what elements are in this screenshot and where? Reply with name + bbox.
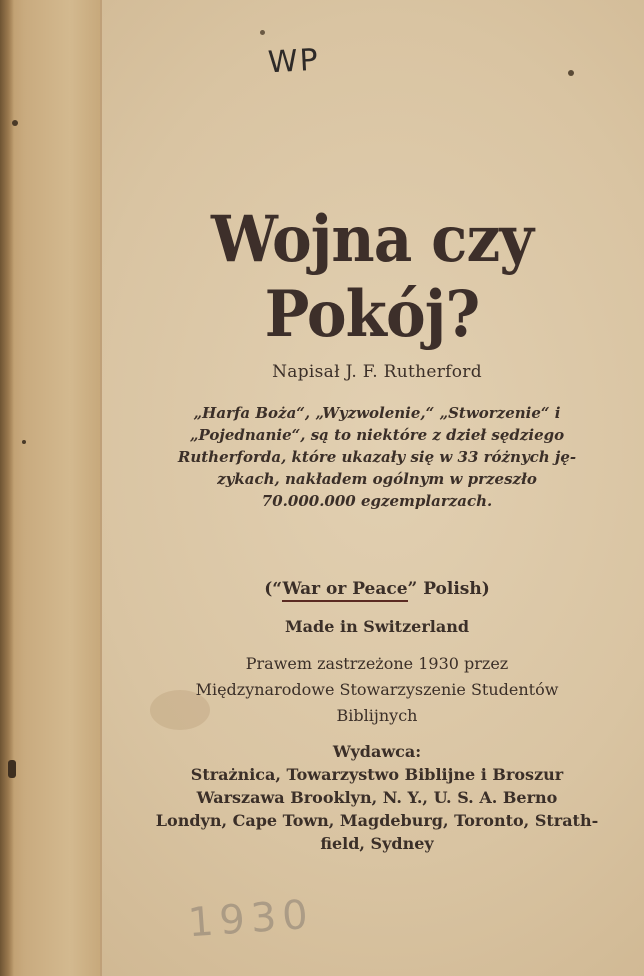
ink-spot xyxy=(568,70,574,76)
edition-open: (“ xyxy=(264,579,283,599)
spine-edge-shadow xyxy=(0,0,14,976)
author-line: Napisał J. F. Rutherford xyxy=(272,362,482,382)
pencil-note: 1930 xyxy=(186,891,316,947)
ink-spot xyxy=(260,30,265,35)
made-in-line: Made in Switzerland xyxy=(284,617,470,636)
publisher-line: Warszawa Brooklyn, N. Y., U. S. A. Berno xyxy=(196,788,558,807)
publisher-line: Londyn, Cape Town, Magdeburg, Toronto, Strath- xyxy=(155,811,599,830)
publisher-block xyxy=(112,740,642,855)
edition-close: ” Polish) xyxy=(407,579,490,599)
publisher-line: Strażnica, Towarzystwo Biblijne i Broszur xyxy=(190,765,564,784)
edition-note xyxy=(112,579,642,599)
blurb-line: zykach, nakładem ogólnym w przeszło xyxy=(217,470,537,488)
blurb-line: Rutherforda, które ukazały się w 33 różnych ję- xyxy=(177,448,577,466)
edition-title-underlined: War or Peace xyxy=(282,579,407,602)
works-blurb xyxy=(112,402,642,512)
spine-binding xyxy=(0,0,102,976)
publisher-line: field, Sydney xyxy=(320,834,434,853)
copyright-line: Międzynarodowe Stowarzyszenie Studentów xyxy=(195,680,559,699)
blurb-line: „Pojednanie“, są to niektóre z dzieł sędziego xyxy=(189,426,565,444)
handwritten-mark: WP xyxy=(267,42,321,81)
blurb-line: „Harfa Boża“, „Wyzwolenie,“ „Stworzenie“ i xyxy=(193,404,561,422)
copyright-notice xyxy=(112,651,642,729)
copyright-line: Biblijnych xyxy=(336,706,418,725)
blurb-line: 70.000.000 egzemplarzach. xyxy=(261,492,493,510)
book-title: Wojna czy Pokój? xyxy=(210,202,534,352)
publisher-line: Wydawca: xyxy=(332,742,422,761)
copyright-line: Prawem zastrzeżone 1930 przez xyxy=(245,654,509,673)
